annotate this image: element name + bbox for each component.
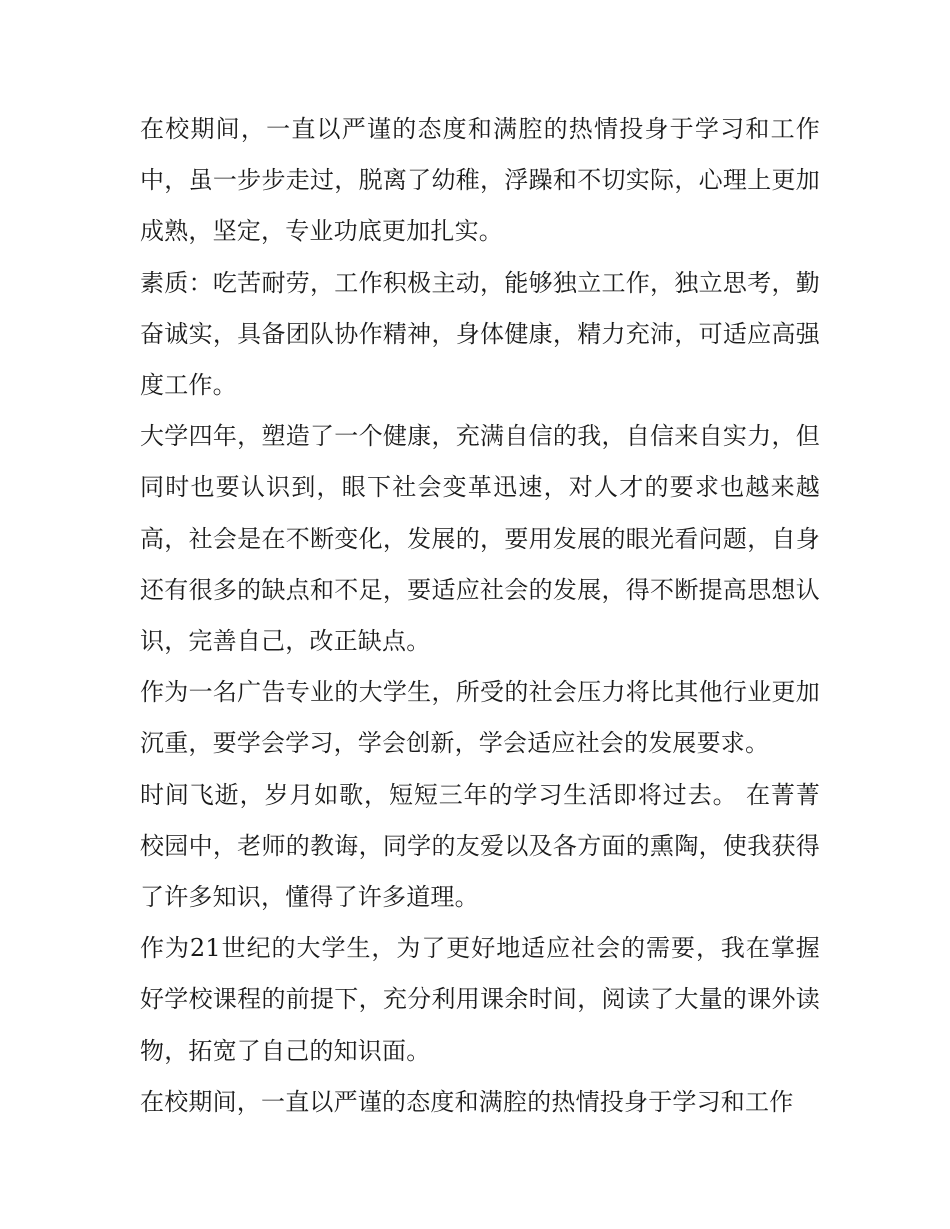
paragraph-school-attitude-repeat: 在校期间，一直以严谨的态度和满腔的热情投身于学习和工作 <box>140 1087 794 1116</box>
document-body <box>140 104 820 1128</box>
paragraph-qualities: 素质：吃苦耐劳，工作积极主动，能够独立工作，独立思考，勤奋诚实，具备团队协作精神，身体健康，精力充沛，可适应高强度工作。 <box>140 268 820 400</box>
paragraph-four-years: 大学四年，塑造了一个健康，充满自信的我，自信来自实力，但同时也要认识到，眼下社会变革迅速，对人才的要求也越来越高，社会是在不断变化，发展的，要用发展的眼光看问题，自身还有很多的缺点和不足，要适应社会的发展，得不断提高思想认识，完善自己，改正缺点。 <box>140 422 820 656</box>
paragraph-advertising-student: 作为一名广告专业的大学生，所受的社会压力将比其他行业更加沉重，要学会学习，学会创新，学会适应社会的发展要求。 <box>140 678 820 758</box>
paragraph-21st-century: 作为21世纪的大学生，为了更好地适应社会的需要，我在掌握好学校课程的前提下，充分利用课余时间，阅读了大量的课外读物，拓宽了自己的知识面。 <box>140 934 820 1065</box>
paragraph-school-attitude: 在校期间，一直以严谨的态度和满腔的热情投身于学习和工作中，虽一步步走过，脱离了幼稚，浮躁和不切实际，心理上更加成熟，坚定，专业功底更加扎实。 <box>140 115 820 246</box>
paragraph-time-flies: 时间飞逝，岁月如歌，短短三年的学习生活即将过去。 在菁菁校园中，老师的教诲，同学的友爱以及各方面的熏陶，使我获得了许多知识，懂得了许多道理。 <box>140 780 820 912</box>
